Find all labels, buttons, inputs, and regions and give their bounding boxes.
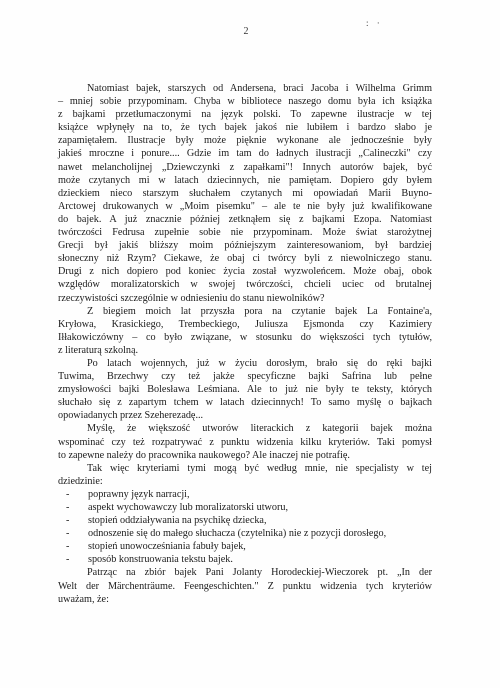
list-dash: - xyxy=(66,502,70,513)
criteria-item xyxy=(58,488,432,501)
text-line: Welt der Märchenträume. Feengeschichten." Z punktu widzenia tych kryteriów xyxy=(58,580,432,592)
text-line: wspominać czy też rozpatrywać z punktu widzenia kilku kryteriów. Taki pomysł xyxy=(58,436,432,448)
criteria-text: sposób konstruowania tekstu bajek. xyxy=(88,554,233,566)
text-line: słuchało się z zapartym tchem w latach dziecinnych! To samo myślę o bajkach xyxy=(58,397,432,409)
text-line: Arctowej drukowanych w „Moim pisemku" – ale te nie były już kwalifikowane xyxy=(58,200,432,212)
text-line: rzeczywistości szczególnie w odniesieniu do stanu niewolników? xyxy=(58,292,325,304)
paragraphs xyxy=(58,82,432,488)
text-line: dzieckiem nieco starszym słuchałem czytanych mi opowiadań Marii Buyno- xyxy=(58,187,432,199)
criteria-item xyxy=(58,501,432,514)
text-line: może czytanych mi w latach dziecinnych, nie pamiętam. Dopiero gdy byłem xyxy=(58,174,432,186)
criteria-text: stopień oddziaływania na psychikę dziecka, xyxy=(88,515,267,527)
scan-marks: : · xyxy=(366,18,383,28)
list-dash: - xyxy=(66,488,70,500)
text-line: względów moralizatorskich w swojej twórczości, chcieli uciec od brutalnej xyxy=(58,279,432,291)
text-line: z bajkami przetłumaczonymi na język polski. To zapewne ilustracje w tej xyxy=(58,109,432,121)
text-line: nawet melancholijnej „Dziewczynki z zapałkami"! Innych autorów bajek, być xyxy=(58,161,432,173)
text-line: Tak więc kryteriami tymi mogą być według mnie, nie specjalisty w tej xyxy=(87,462,432,474)
paragraph xyxy=(58,82,432,305)
criteria-text: poprawny język narracji, xyxy=(88,488,190,500)
criteria-item xyxy=(58,553,432,566)
text-line: Tuwima, Brzechwy czy też jakże specyficzne bajki Safrina lub pełne xyxy=(58,371,432,383)
criteria-item xyxy=(58,514,432,527)
text-line: do bajek. A już znacznie później zetknąłem się z bajkami Ezopa. Natomiast xyxy=(58,213,432,225)
list-dash: - xyxy=(66,528,70,540)
text-line: Z biegiem moich lat przyszła pora na czytanie bajek La Fontaine'a, xyxy=(87,305,432,317)
criteria-text: stopień unowocześniania fabuły bajek, xyxy=(88,541,246,553)
paragraph xyxy=(58,305,432,357)
text-line: Kryłowa, Krasickiego, Trembeckiego, Juliusza Ejsmonda czy Kazimiery xyxy=(58,318,432,330)
text-line: książce wpłynęły na to, że tych bajek jakoś nie lubiłem i bardzo słabo je xyxy=(58,122,432,134)
page-number: 2 xyxy=(243,26,249,37)
criteria-text: odnoszenie się do małego słuchacza (czytelnika) nie z pozycji dorosłego, xyxy=(88,528,387,540)
criteria-item xyxy=(58,540,432,553)
paragraph xyxy=(58,357,432,422)
text-line: słoneczny niż Rzym? Ciekawe, że obaj ci twórcy byli z niewolniczego stanu. xyxy=(58,253,432,265)
criteria-list xyxy=(58,488,432,567)
body-text xyxy=(58,82,432,606)
text-line: dziedzinie: xyxy=(58,475,103,487)
text-line: opowiadanych przez Szeherezadę... xyxy=(58,410,204,422)
text-line: Myślę, że większość utworów literackich z kategorii bajek można xyxy=(87,423,432,435)
list-dash: - xyxy=(66,515,70,527)
text-line: jakieś mroczne i ponure.... Gdzie im tam do ładnych ilustracji „Calineczki" czy xyxy=(58,148,432,160)
paragraph xyxy=(58,422,432,461)
text-line: zapamiętałem. Ilustracje były może pięknie wykonane ale jednocześnie były xyxy=(58,135,432,147)
text-line: uważam, że: xyxy=(58,593,109,605)
text-line: Natomiast bajek, starszych od Andersena, braci Jacoba i Wilhelma Grimm xyxy=(87,83,432,94)
text-line: Patrząc na zbiór bajek Pani Jolanty Horodeckiej-Wieczorek pt. „In der xyxy=(87,567,432,579)
text-line: Grecji był jakiś bliższy moim późniejszym zainteresowaniom, był bardziej xyxy=(58,240,432,252)
text-line: – mniej sobie przypominam. Chyba w bibliotece naszego domu była ich książka xyxy=(58,96,432,108)
list-dash: - xyxy=(66,541,70,553)
list-dash: - xyxy=(66,554,70,566)
paragraph xyxy=(58,462,432,488)
closing-paragraph xyxy=(58,566,432,605)
criteria-text: aspekt wychowawczy lub moralizatorski utworu, xyxy=(88,502,289,513)
criteria-item xyxy=(58,527,432,540)
text-line: zmysłowości bajki Bolesława Leśmiana. Ale to już nie były te teksty, których xyxy=(58,384,432,396)
text-line: to zapewne należy do pracownika naukowego? Ale inaczej nie potrafię. xyxy=(58,449,350,461)
text-line: Iłłakowiczówny – co było związane, w stosunku do większości tych tytułów, xyxy=(58,331,432,343)
text-line: z literaturą szkolną. xyxy=(58,344,139,356)
text-line: Drugi z nich dopiero pod koniec życia został wyzwoleńcem. Może obaj, obok xyxy=(58,266,432,278)
text-line: twórczości Fedrusa zupełnie sobie nie przypominam. Może świat starożytnej xyxy=(58,227,432,239)
text-line: Po latach wojennych, już w życiu dorosłym, brało się do ręki bajki xyxy=(87,357,432,369)
